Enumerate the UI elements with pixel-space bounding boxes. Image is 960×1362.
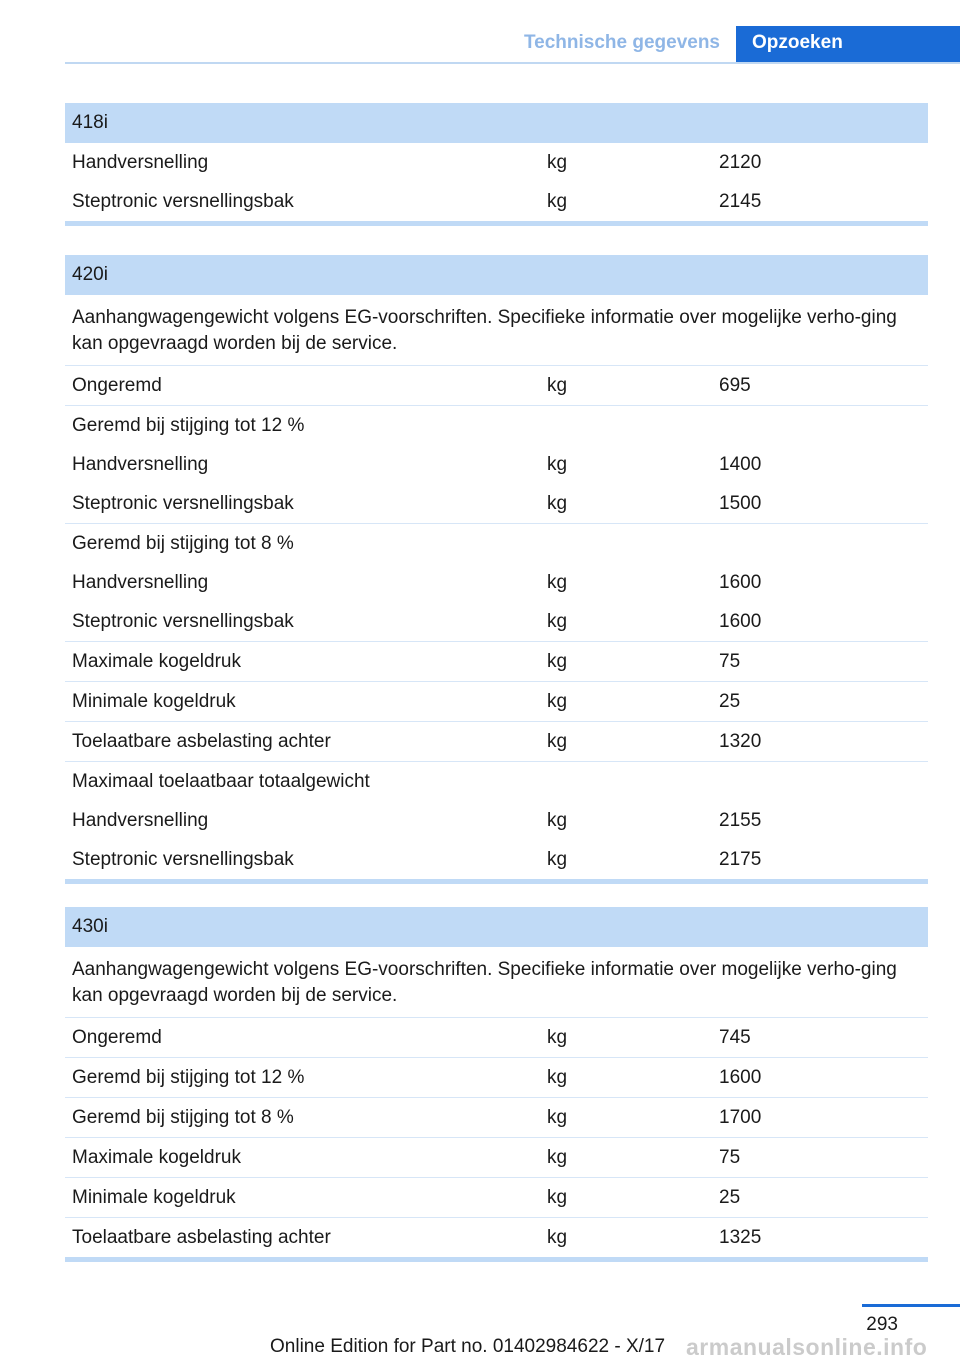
row-label: Minimale kogeldruk [72,1187,236,1208]
row-unit: kg [547,731,568,752]
section-end-rule [65,879,928,884]
row-unit: kg [547,375,568,396]
row-unit: kg [547,1227,568,1248]
table-row [65,563,928,602]
row-unit: kg [547,454,568,475]
row-label: Handversnelling [72,810,209,831]
table-row [65,143,928,182]
row-value: 745 [719,1027,751,1048]
table-420i [65,255,928,884]
row-unit: kg [547,611,568,632]
row-value: 1600 [719,572,762,593]
row-unit: kg [547,810,568,831]
row-label: Minimale kogeldruk [72,691,236,712]
row-label: Toelaatbare asbelasting achter [72,731,331,752]
row-value: 75 [719,1147,741,1168]
row-label: Geremd bij stijging tot 12 % [72,415,305,436]
row-value: 2155 [719,810,762,831]
table-row [65,642,928,682]
row-value: 1600 [719,1067,762,1088]
table-row [65,801,928,840]
row-value: 25 [719,691,741,712]
row-value: 1400 [719,454,762,475]
table-430i [65,907,928,1262]
row-value: 1700 [719,1107,762,1128]
row-label: Handversnelling [72,152,209,173]
section-title[interactable]: Technische gegevens [523,32,720,53]
row-unit: kg [547,849,568,870]
row-unit: kg [547,1147,568,1168]
row-value: 2120 [719,152,762,173]
table-row [65,602,928,642]
page-number-rule [862,1304,960,1307]
table-group-label [65,406,928,445]
row-unit: kg [547,191,568,212]
row-value: 695 [719,375,751,396]
section-heading: 430i [65,907,928,947]
row-unit: kg [547,493,568,514]
table-row [65,1138,928,1178]
page-number: 293 [866,1314,898,1335]
row-label: Handversnelling [72,572,209,593]
table-row [65,722,928,762]
row-unit: kg [547,1027,568,1048]
row-value: 25 [719,1187,741,1208]
row-unit: kg [547,152,568,173]
row-unit: kg [547,651,568,672]
row-label: Ongeremd [72,1027,162,1048]
table-row [65,1018,928,1058]
table-row [65,840,928,879]
row-label: Geremd bij stijging tot 8 % [72,533,294,554]
row-label: Ongeremd [72,375,162,396]
row-unit: kg [547,1107,568,1128]
table-group-label [65,524,928,563]
edition-footer: Online Edition for Part no. 01402984622 - X/17 [270,1336,666,1357]
row-unit: kg [547,691,568,712]
row-label: Geremd bij stijging tot 8 % [72,1107,294,1128]
table-row [65,682,928,722]
section-end-rule [65,1257,928,1262]
row-label: Steptronic versnellingsbak [72,611,294,632]
section-note: Aanhangwagengewicht volgens EG-voorschriften. Specifieke informatie over mogelijke verho-ging kan opgevraagd worden bij de service. [65,947,928,1018]
row-label: Steptronic versnellingsbak [72,191,294,212]
section-heading: 418i [65,103,928,143]
table-row [65,445,928,484]
row-value: 1600 [719,611,762,632]
table-group-label [65,762,928,801]
row-unit: kg [547,1187,568,1208]
table-row [65,366,928,406]
row-value: 2175 [719,849,762,870]
table-row [65,1218,928,1257]
row-label: Steptronic versnellingsbak [72,493,294,514]
row-label: Toelaatbare asbelasting achter [72,1227,331,1248]
row-unit: kg [547,572,568,593]
tab-opzoeken[interactable]: Opzoeken [736,26,960,62]
table-row [65,484,928,524]
table-418i [65,103,928,226]
table-row [65,1178,928,1218]
section-end-rule [65,221,928,226]
table-row [65,1098,928,1138]
row-label: Steptronic versnellingsbak [72,849,294,870]
row-value: 2145 [719,191,762,212]
watermark: armanualsonline.info [686,1334,928,1360]
row-unit: kg [547,1067,568,1088]
row-value: 1500 [719,493,762,514]
section-heading: 420i [65,255,928,295]
table-row [65,182,928,221]
row-value: 1320 [719,731,762,752]
row-label: Handversnelling [72,454,209,475]
row-label: Maximale kogeldruk [72,651,241,672]
table-row [65,1058,928,1098]
row-label: Maximale kogeldruk [72,1147,241,1168]
row-value: 1325 [719,1227,762,1248]
page-header [65,26,960,64]
row-value: 75 [719,651,741,672]
section-note: Aanhangwagengewicht volgens EG-voorschriften. Specifieke informatie over mogelijke verho-ging kan opgevraagd worden bij de service. [65,295,928,366]
row-label: Maximaal toelaatbaar totaalgewicht [72,771,370,792]
row-label: Geremd bij stijging tot 12 % [72,1067,305,1088]
